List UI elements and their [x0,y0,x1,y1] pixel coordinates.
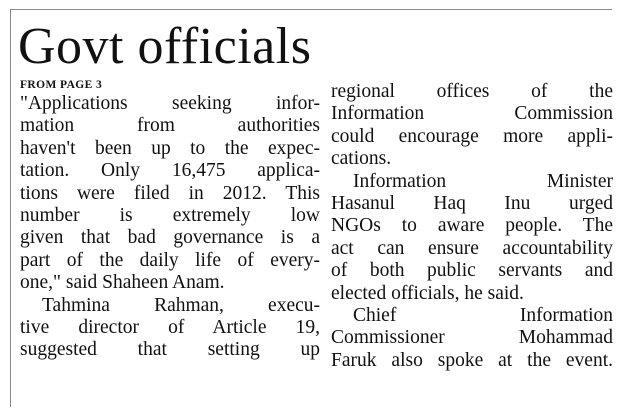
text-line: Commissioner Mohammad [331,327,613,349]
top-border-rule [10,9,612,10]
text-line: mation from authorities [20,115,320,137]
text-line: number is extremely low [20,204,320,226]
text-line: elected officials, he said. [331,282,524,304]
text-line: Hasanul Haq Inu urged [331,192,613,214]
text-line: Information Minister [353,170,613,192]
left-border-rule [10,9,11,407]
text-line: cations. [331,148,392,170]
text-line: act can ensure accountability [331,237,613,259]
text-line: tive director of Article 19, [20,316,320,338]
article-column-left [20,93,320,362]
text-line: suggested that setting up [20,339,320,361]
text-line: of both public servants and [331,260,613,282]
text-line: NGOs to aware people. The [331,215,613,237]
text-line: tation. Only 16,475 applica- [20,160,320,182]
text-line: part of the daily life of every- [20,249,320,271]
text-line: Faruk also spoke at the event. [331,349,613,371]
text-line: tions were filed in 2012. This [20,182,320,204]
article-column-right [331,81,613,372]
text-line: Information Commission [331,103,613,125]
text-line: could encourage more appli- [331,125,613,147]
text-line: "Applications seeking infor- [20,93,320,114]
text-line: one," said Shaheen Anam. [20,272,225,294]
text-line: haven't been up to the expec- [20,137,320,159]
text-line: regional offices of the [331,81,613,102]
headline: Govt officials [18,18,312,75]
text-line: given that bad governance is a [20,227,320,249]
continued-from-kicker: FROM PAGE 3 [20,79,103,91]
text-line: Tahmina Rahman, execu- [42,294,320,316]
text-line: Chief Information [353,304,613,326]
